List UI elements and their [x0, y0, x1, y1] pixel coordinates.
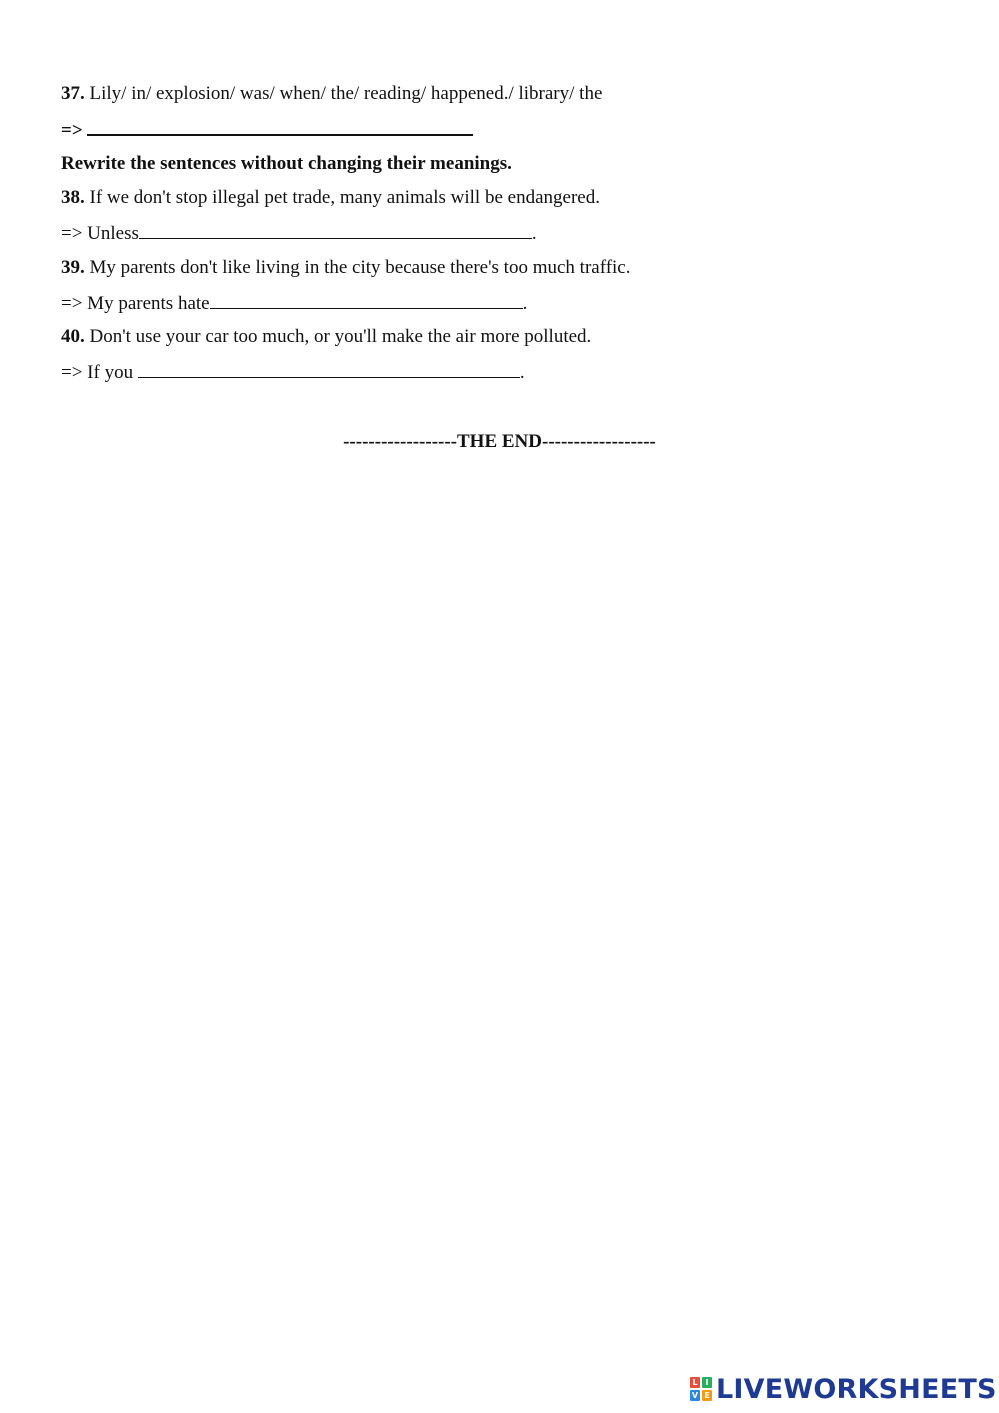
answer-blank[interactable]	[87, 117, 473, 136]
question-text: Don't use your car too much, or you'll make the air more polluted.	[84, 326, 592, 347]
answer-line-38	[61, 221, 537, 246]
end-marker: ------------------THE END------------------	[343, 431, 656, 452]
question-39	[61, 256, 631, 280]
answer-prefix: =>	[61, 120, 88, 141]
answer-line-39	[61, 291, 527, 316]
answer-line-40	[61, 360, 525, 385]
answer-prefix: => If you	[61, 362, 138, 383]
liveworksheets-logo	[690, 1373, 997, 1405]
section-heading: Rewrite the sentences without changing their meanings.	[61, 153, 512, 174]
answer-prefix: => My parents hate	[61, 293, 210, 314]
answer-suffix: .	[531, 223, 537, 244]
answer-prefix: => Unless	[61, 223, 139, 244]
logo-letter: L	[690, 1377, 700, 1388]
answer-blank[interactable]	[138, 360, 520, 378]
question-text: Lily/ in/ explosion/ was/ when/ the/ reading/ happened./ library/ the	[84, 83, 603, 104]
question-text: My parents don't like living in the city because there's too much traffic.	[84, 257, 631, 278]
answer-blank[interactable]	[139, 221, 532, 239]
brand-name: LIVEWORKSHEETS	[716, 1373, 997, 1405]
logo-letter: V	[691, 1391, 699, 1400]
question-37	[61, 82, 602, 106]
question-38	[61, 186, 600, 210]
question-number: 38.	[61, 187, 85, 208]
question-number: 39.	[61, 257, 85, 278]
answer-suffix: .	[522, 293, 528, 314]
question-number: 40.	[61, 326, 85, 347]
answer-blank[interactable]	[210, 291, 523, 309]
answer-line-37	[61, 117, 473, 143]
live-blocks-icon	[690, 1377, 712, 1401]
question-text: If we don't stop illegal pet trade, many animals will be endangered.	[84, 187, 600, 208]
question-40	[61, 325, 591, 349]
answer-suffix: .	[519, 362, 525, 383]
logo-letter: I	[702, 1377, 712, 1388]
logo-letter: E	[702, 1390, 712, 1401]
question-number: 37.	[61, 83, 85, 104]
